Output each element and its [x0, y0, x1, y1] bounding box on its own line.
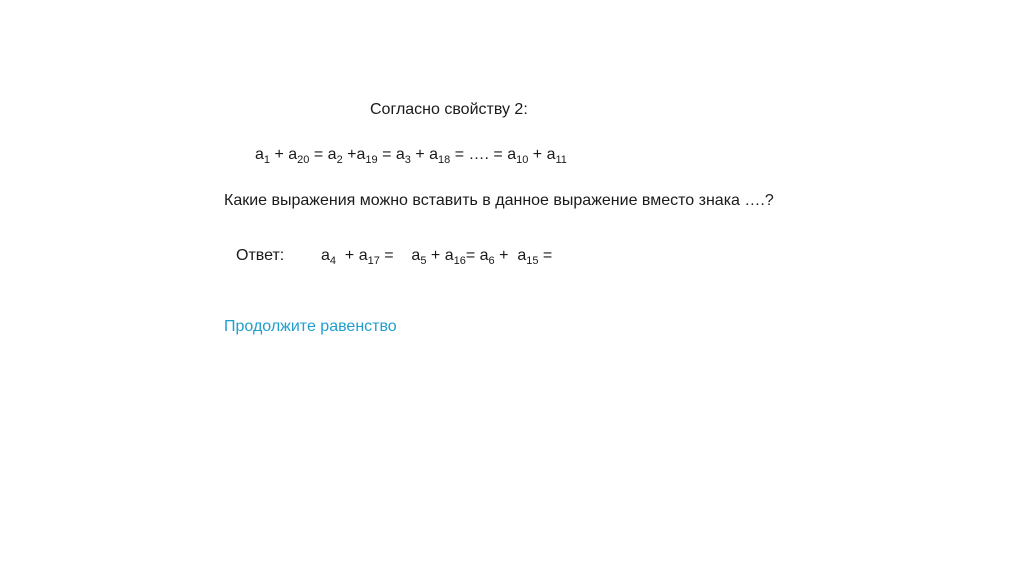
subscript-index: 19 [365, 154, 378, 166]
slide-title: Согласно свойству 2: [370, 101, 528, 118]
subscript-index: 17 [367, 255, 380, 267]
subscript-index: 1 [263, 154, 271, 166]
formula-text: + a [336, 247, 368, 264]
formula-text: = a [465, 247, 489, 264]
subscript-index: 10 [516, 154, 529, 166]
sequence-formula [255, 145, 567, 165]
continue-prompt: Продолжите равенство [224, 318, 397, 335]
subscript-index: 5 [420, 255, 427, 267]
formula-text: +a [342, 146, 366, 163]
answer-label: Ответ: [236, 247, 285, 264]
subscript-index: 6 [488, 255, 495, 267]
formula-text: = [538, 247, 553, 264]
subscript-index: 4 [329, 255, 337, 267]
formula-text: + a [270, 146, 298, 163]
formula-text: = a [309, 146, 337, 163]
answer-formula [321, 246, 552, 266]
subscript-index: 2 [336, 154, 343, 166]
subscript-index: 11 [555, 154, 567, 166]
question-text: Какие выражения можно вставить в данное выражение вместо знака ….? [224, 192, 774, 209]
subscript-index: 18 [438, 154, 451, 166]
formula-text: = a [377, 146, 405, 163]
subscript-index: 3 [404, 154, 411, 166]
formula-text: = …. = a [450, 146, 517, 163]
formula-text: = a [379, 247, 421, 264]
formula-text: a [255, 146, 264, 163]
formula-text: + a [410, 146, 439, 163]
formula-text: + a [426, 247, 454, 264]
formula-text: + a [528, 146, 556, 163]
subscript-index: 16 [453, 255, 466, 267]
subscript-index: 15 [526, 255, 539, 267]
subscript-index: 20 [297, 154, 310, 166]
formula-text: + a [494, 247, 527, 264]
formula-text: a [321, 247, 330, 264]
